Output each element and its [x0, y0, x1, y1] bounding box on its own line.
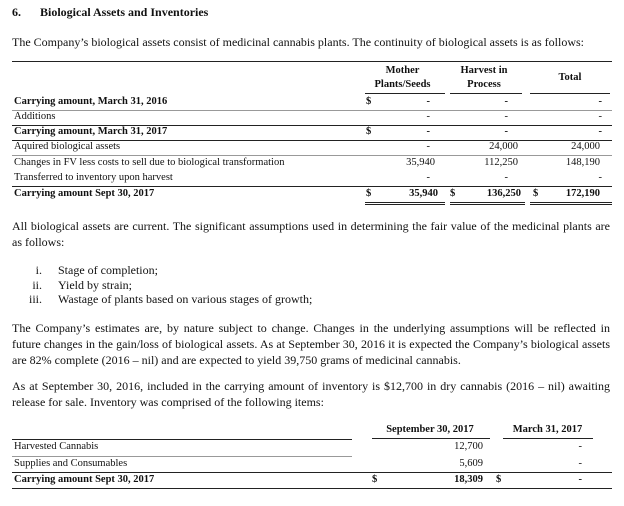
- header-plants-seeds: Plants/Seeds: [374, 79, 431, 90]
- row-label: Aquired biological assets: [14, 141, 121, 152]
- section-title: Biological Assets and Inventories: [40, 5, 209, 19]
- cell-mother: -: [426, 126, 430, 137]
- paragraph-inventory: As at September 30, 2016, included in the carrying amount of inventory is $12,700 in dry cannabis (2016 – nil) awaiting release for sale. Inventory was comprised of the following items:: [12, 379, 610, 409]
- cell-harvest: -: [504, 126, 508, 137]
- header-rule: [503, 438, 593, 439]
- header-september: September 30, 2017: [386, 424, 474, 435]
- row-label: Supplies and Consumables: [14, 458, 128, 469]
- currency-symbol: $: [496, 474, 502, 485]
- header-harvest-in: Harvest in: [460, 65, 508, 76]
- header-total: Total: [558, 72, 582, 83]
- cell-harvest: -: [504, 172, 508, 183]
- currency-symbol: $: [450, 188, 456, 199]
- cell-harvest: 112,250: [484, 157, 518, 168]
- list-item-number: ii.: [32, 278, 42, 292]
- total-double-rule: [450, 202, 525, 203]
- list-item: Stage of completion;: [58, 263, 158, 277]
- row-label: Changes in FV less costs to sell due to biological transformation: [14, 157, 285, 168]
- cell-mother: 35,940: [406, 157, 435, 168]
- cell-march: -: [578, 458, 582, 469]
- row-label: Transferred to inventory upon harvest: [14, 172, 173, 183]
- total-double-rule: [450, 204, 525, 205]
- cell-total: -: [598, 111, 602, 122]
- cell-total: -: [598, 96, 602, 107]
- cell-march: -: [578, 441, 582, 452]
- cell-september: 5,609: [459, 458, 483, 469]
- section-number: 6.: [12, 5, 21, 19]
- header-process: Process: [467, 79, 501, 90]
- row-label: Carrying amount, March 31, 2017: [14, 126, 168, 137]
- currency-symbol: $: [366, 188, 372, 199]
- row-rule: [12, 186, 612, 187]
- header-mother: Mother: [385, 65, 420, 76]
- table-top-rule: [12, 61, 612, 62]
- row-label: Additions: [14, 111, 56, 122]
- list-item: Wastage of plants based on various stages of growth;: [58, 292, 313, 306]
- cell-mother: -: [426, 111, 430, 122]
- cell-total: -: [598, 172, 602, 183]
- currency-symbol: $: [372, 474, 378, 485]
- cell-september: 12,700: [454, 441, 483, 452]
- list-item-number: i.: [35, 263, 42, 277]
- row-rule: [12, 110, 612, 111]
- cell-harvest: -: [504, 96, 508, 107]
- row-rule: [12, 456, 352, 457]
- row-rule: [12, 472, 612, 473]
- cell-mother: -: [426, 96, 430, 107]
- row-label: Carrying amount Sept 30, 2017: [14, 188, 155, 199]
- cell-september: 18,309: [454, 474, 483, 485]
- row-label: Carrying amount Sept 30, 2017: [14, 474, 155, 485]
- row-label: Harvested Cannabis: [14, 441, 99, 452]
- header-rule: [450, 93, 522, 94]
- table-top-rule: [12, 439, 352, 440]
- list-item: Yield by strain;: [58, 278, 132, 292]
- cell-march: -: [578, 474, 582, 485]
- header-march: March 31, 2017: [512, 424, 583, 435]
- currency-symbol: $: [366, 126, 372, 137]
- cell-harvest: 24,000: [489, 141, 518, 152]
- row-rule: [12, 155, 612, 156]
- total-double-rule: [530, 204, 612, 205]
- cell-total: -: [598, 126, 602, 137]
- total-double-rule: [530, 202, 612, 203]
- currency-symbol: $: [533, 188, 539, 199]
- header-rule: [372, 438, 490, 439]
- header-rule: [365, 93, 445, 94]
- cell-harvest: 136,250: [486, 188, 521, 199]
- row-label: Carrying amount, March 31, 2016: [14, 96, 168, 107]
- intro-text: The Company’s biological assets consist of medicinal cannabis plants. The continuity of biological assets is as follows:: [12, 35, 585, 49]
- cell-mother: -: [426, 141, 430, 152]
- cell-mother: -: [426, 172, 430, 183]
- total-double-rule: [365, 202, 445, 203]
- paragraph-assumptions: All biological assets are current. The significant assumptions used in determining the fair value of the medicinal plants are as follows:: [12, 219, 610, 249]
- cell-total: 148,190: [565, 157, 600, 168]
- list-item-number: iii.: [28, 292, 42, 306]
- header-rule: [530, 93, 610, 94]
- currency-symbol: $: [366, 96, 372, 107]
- cell-mother: 35,940: [409, 188, 438, 199]
- cell-total: 24,000: [571, 141, 600, 152]
- total-rule: [12, 488, 612, 489]
- paragraph-estimates: The Company’s estimates are, by nature subject to change. Changes in the underlying assumptions will be reflected in future changes in the gain/loss of biological assets. As at September 30, 2016 it is expected the Company’s biological assets are 82% complete (2016 – nil) and are expected to yield 39,750 grams of medicinal cannabis.: [12, 321, 610, 367]
- cell-harvest: -: [504, 111, 508, 122]
- total-double-rule: [365, 204, 445, 205]
- cell-total: 172,190: [565, 188, 600, 199]
